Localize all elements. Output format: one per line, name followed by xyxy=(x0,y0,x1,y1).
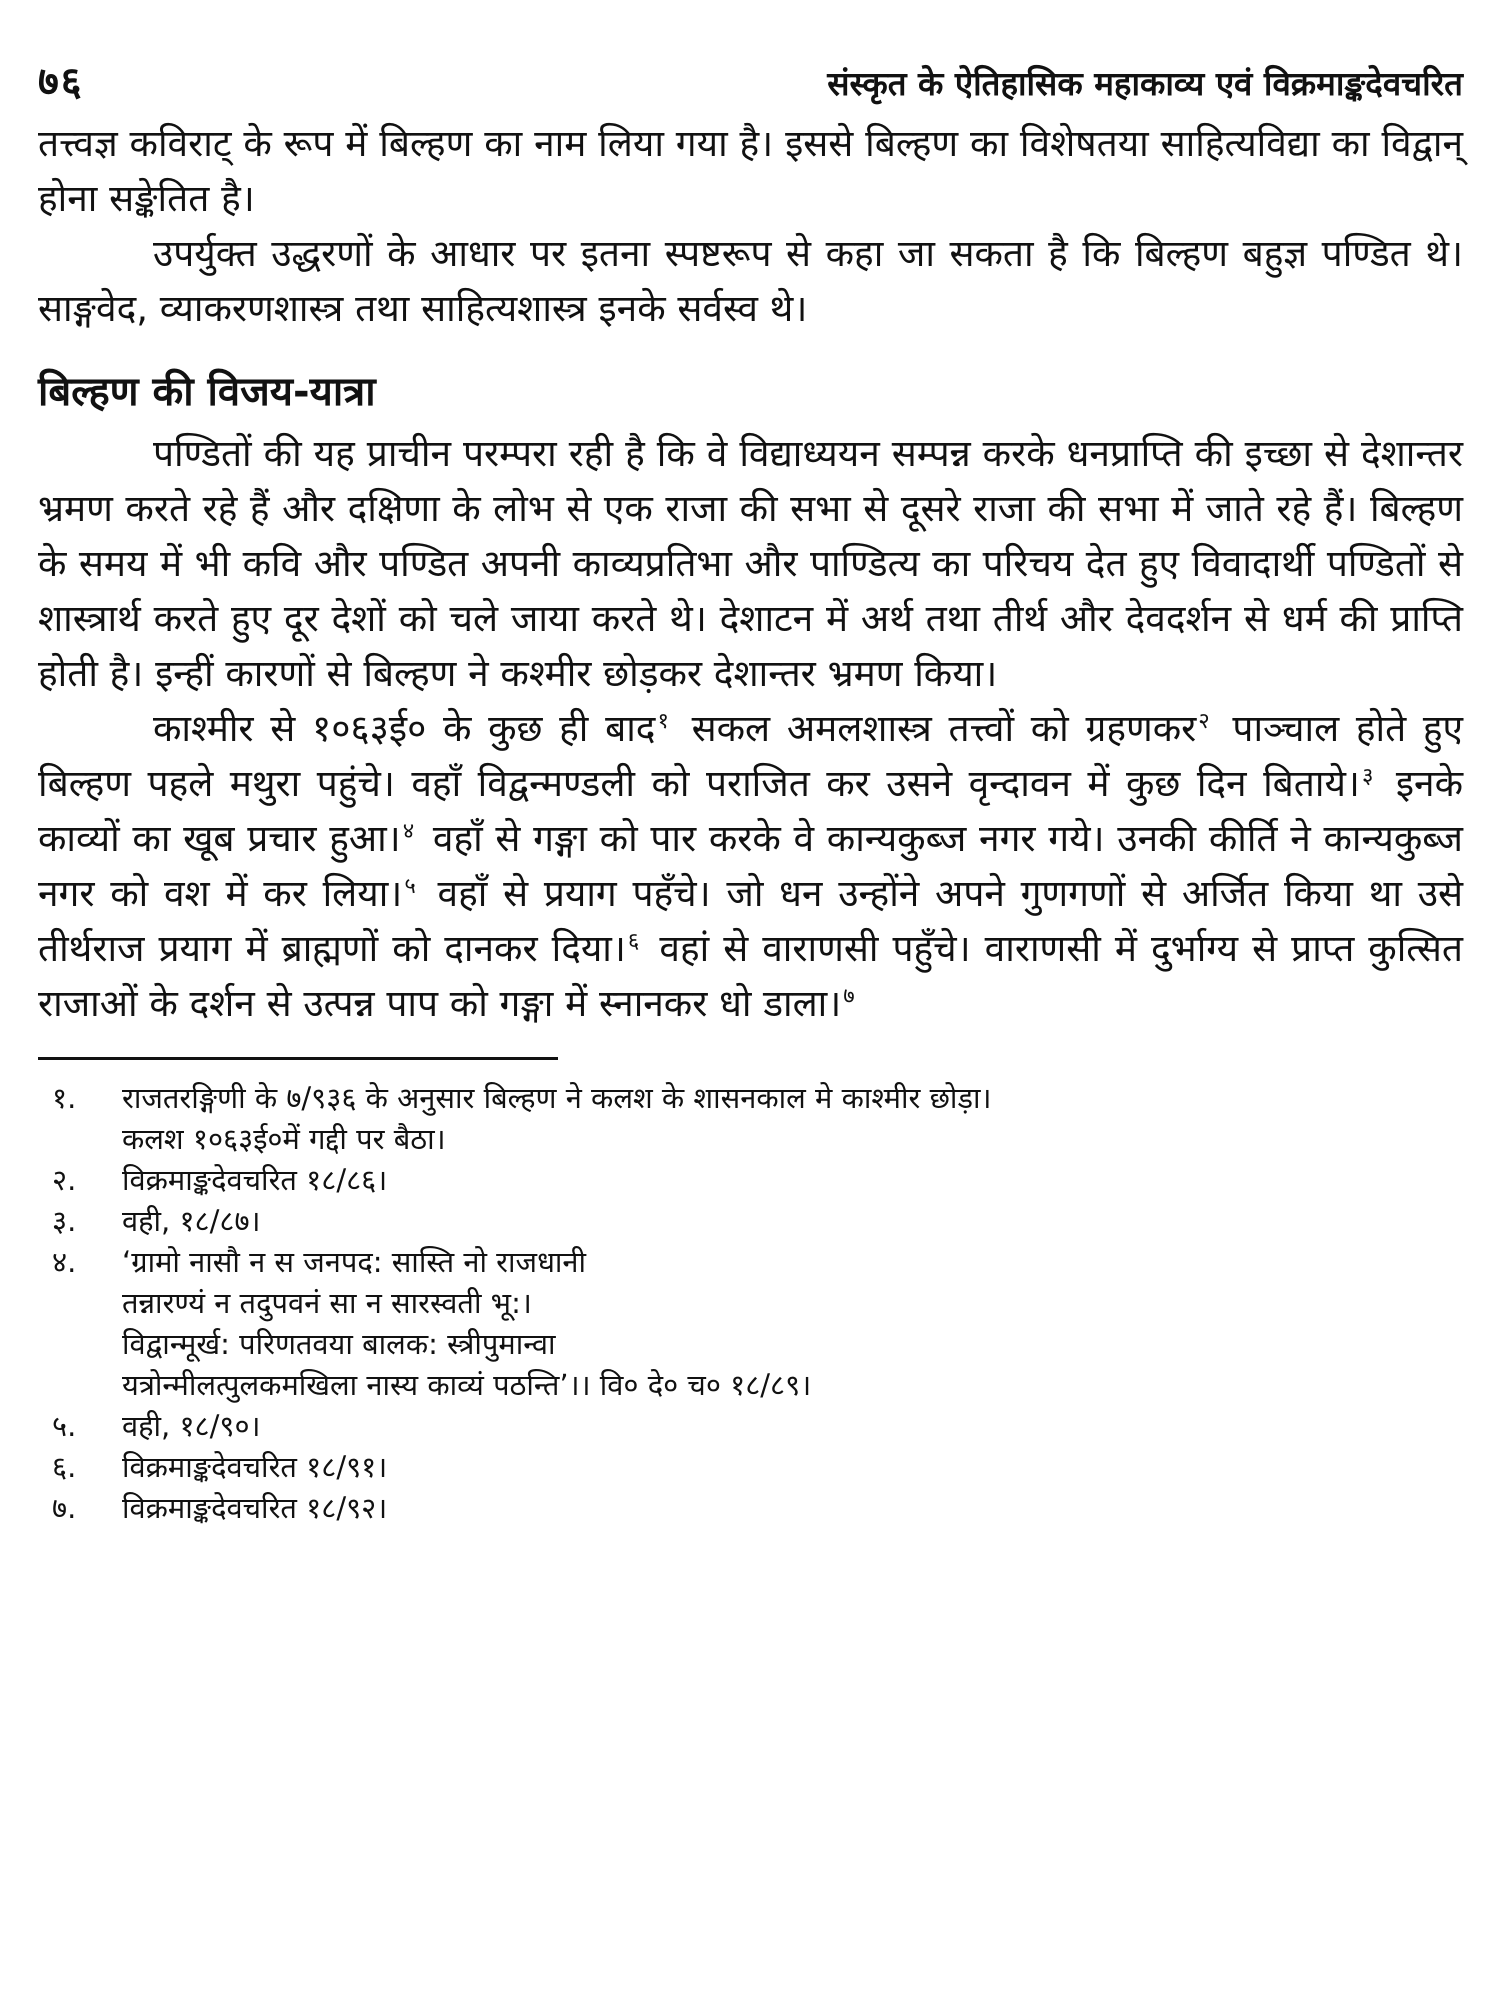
p4-sentence-5: वहाँ से गङ्गा को पार करके वे कान्यकुब्ज नगर गये। उनकी कीर्ति ने कान्यकुब्ज नगर को वश में कर लिया। xyxy=(38,817,1463,915)
footnote-number: १. xyxy=(52,1081,77,1115)
footnote-divider xyxy=(38,1057,558,1060)
footnote-number: ४. xyxy=(52,1245,77,1279)
paragraph-2: उपर्युक्त उद्धरणों के आधार पर इतना स्पष्टरूप से कहा जा सकता है कि बिल्हण बहुज्ञ पण्डित थे। साङ्गवेद, व्याकरणशास्त्र तथा साहित्यशास्त्र इनके सर्वस्व थे। xyxy=(38,232,1463,330)
paragraph-1: तत्त्वज्ञ कविराट् के रूप में बिल्हण का नाम लिया गया है। इससे बिल्हण का विशेषतया साहित्यविद्या का विद्वान् होना सङ्केतित है। xyxy=(38,122,1463,220)
footnote-item xyxy=(38,1078,1463,1160)
p4-sentence-2: सकल अमलशास्त्र तत्त्वों को ग्रहणकर xyxy=(691,707,1197,750)
footnote-line: विक्रमाङ्कदेवचरित १८/९२। xyxy=(122,1491,388,1525)
page-header xyxy=(38,52,1463,116)
footnote-line: यत्रोन्मीलत्पुलकमखिला नास्य काव्यं पठन्ति’।। वि० दे० च० १८/८९। xyxy=(122,1368,812,1402)
footnote-number: ७. xyxy=(52,1491,77,1525)
footnote-ref-5: ५ xyxy=(404,873,416,899)
footnote-item xyxy=(38,1160,1463,1201)
p4-sentence-6: वहाँ से प्रयाग पहँचे। जो धन उन्होंने अपने गुणगणों से अर्जित किया था उसे तीर्थराज प्रयाग में ब्राह्मणों को दानकर दिया। xyxy=(38,872,1463,970)
footnote-number: ३. xyxy=(52,1204,77,1238)
footnote-item xyxy=(38,1201,1463,1242)
footnote-ref-2: २ xyxy=(1198,708,1210,734)
paragraph-3: पण्डितों की यह प्राचीन परम्परा रही है कि वे विद्याध्ययन सम्पन्न करके धनप्राप्ति की इच्छा से देशान्तर भ्रमण करते रहे हैं और दक्षिणा के लोभ से एक राजा की सभा से दूसरे राजा की सभा में जाते रहे हैं। बिल्हण के समय में भी कवि और पण्डित अपनी काव्यप्रतिभा और पाण्डित्य का परिचय देत हुए विवादार्थी पण्डितों से शास्त्रार्थ करते हुए दूर देशों को चले जाया करते थे। देशाटन में अर्थ तथा तीर्थ और देवदर्शन से धर्म की प्राप्ति होती है। इन्हीं कारणों से बिल्हण ने कश्मीर छोड़कर देशान्तर भ्रमण किया। xyxy=(38,432,1463,695)
footnote-line: विद्वान्मूर्ख: परिणतवया बालक: स्त्रीपुमान्वा xyxy=(122,1327,556,1361)
footnote-ref-4: ४ xyxy=(402,818,415,844)
footnote-line: वही, १८/८७। xyxy=(122,1204,261,1238)
footnote-item xyxy=(38,1488,1463,1529)
paragraph-4 xyxy=(38,701,1463,1031)
footnote-line: ‘ग्रामो नासौ न स जनपद: सास्ति नो राजधानी xyxy=(122,1245,587,1279)
footnote-ref-1: १ xyxy=(657,708,669,734)
p4-sentence-4: इनके काव्यों का खूब प्रचार हुआ। xyxy=(38,762,1463,860)
footnote-number: ६. xyxy=(52,1450,77,1484)
footnote-ref-3: ३ xyxy=(1361,763,1374,789)
footnote-number: २. xyxy=(52,1163,77,1197)
footnote-line: वही, १८/९०। xyxy=(122,1409,261,1443)
footnote-line: तन्नारण्यं न तदुपवनं सा न सारस्वती भू:। xyxy=(122,1286,532,1320)
p4-sentence-3: पाञ्चाल होते हुए बिल्हण पहले मथुरा पहुंचे। वहाँ विद्वन्मण्डली को पराजित कर उसने वृन्दावन में कुछ दिन बिताये। xyxy=(38,707,1464,805)
footnote-line: कलश १०६३ई०में गद्दी पर बैठा। xyxy=(122,1122,446,1156)
footnote-item xyxy=(38,1406,1463,1447)
page-number: ७६ xyxy=(38,59,84,105)
running-title: संस्कृत के ऐतिहासिक महाकाव्य एवं विक्रमाङ्कदेवचरित xyxy=(827,64,1463,103)
footnote-line: विक्रमाङ्कदेवचरित १८/९१। xyxy=(122,1450,388,1484)
p4-sentence-7: वहां से वाराणसी पहुँचे। वाराणसी में दुर्भाग्य से प्राप्त कुत्सित राजाओं के दर्शन से उत्पन्न पाप को गङ्गा में स्नानकर धो डाला। xyxy=(38,927,1463,1025)
footnote-line: राजतरङ्गिणी के ७/९३६ के अनुसार बिल्हण ने कलश के शासनकाल मे काश्मीर छोड़ा। xyxy=(122,1081,992,1115)
footnote-number: ५. xyxy=(52,1409,77,1443)
footnote-ref-7: ७ xyxy=(843,983,855,1009)
footnote-ref-6: ६ xyxy=(627,928,640,954)
section-heading: बिल्हण की विजय-यात्रा xyxy=(38,369,376,415)
footnote-item xyxy=(38,1447,1463,1488)
footnote-item xyxy=(38,1242,1463,1406)
p4-sentence-1: काश्मीर से १०६३ई० के कुछ ही बाद xyxy=(153,707,656,750)
footnote-line: विक्रमाङ्कदेवचरित १८/८६। xyxy=(122,1163,388,1197)
footnotes xyxy=(38,1078,1463,1529)
book-page xyxy=(38,52,1463,1982)
